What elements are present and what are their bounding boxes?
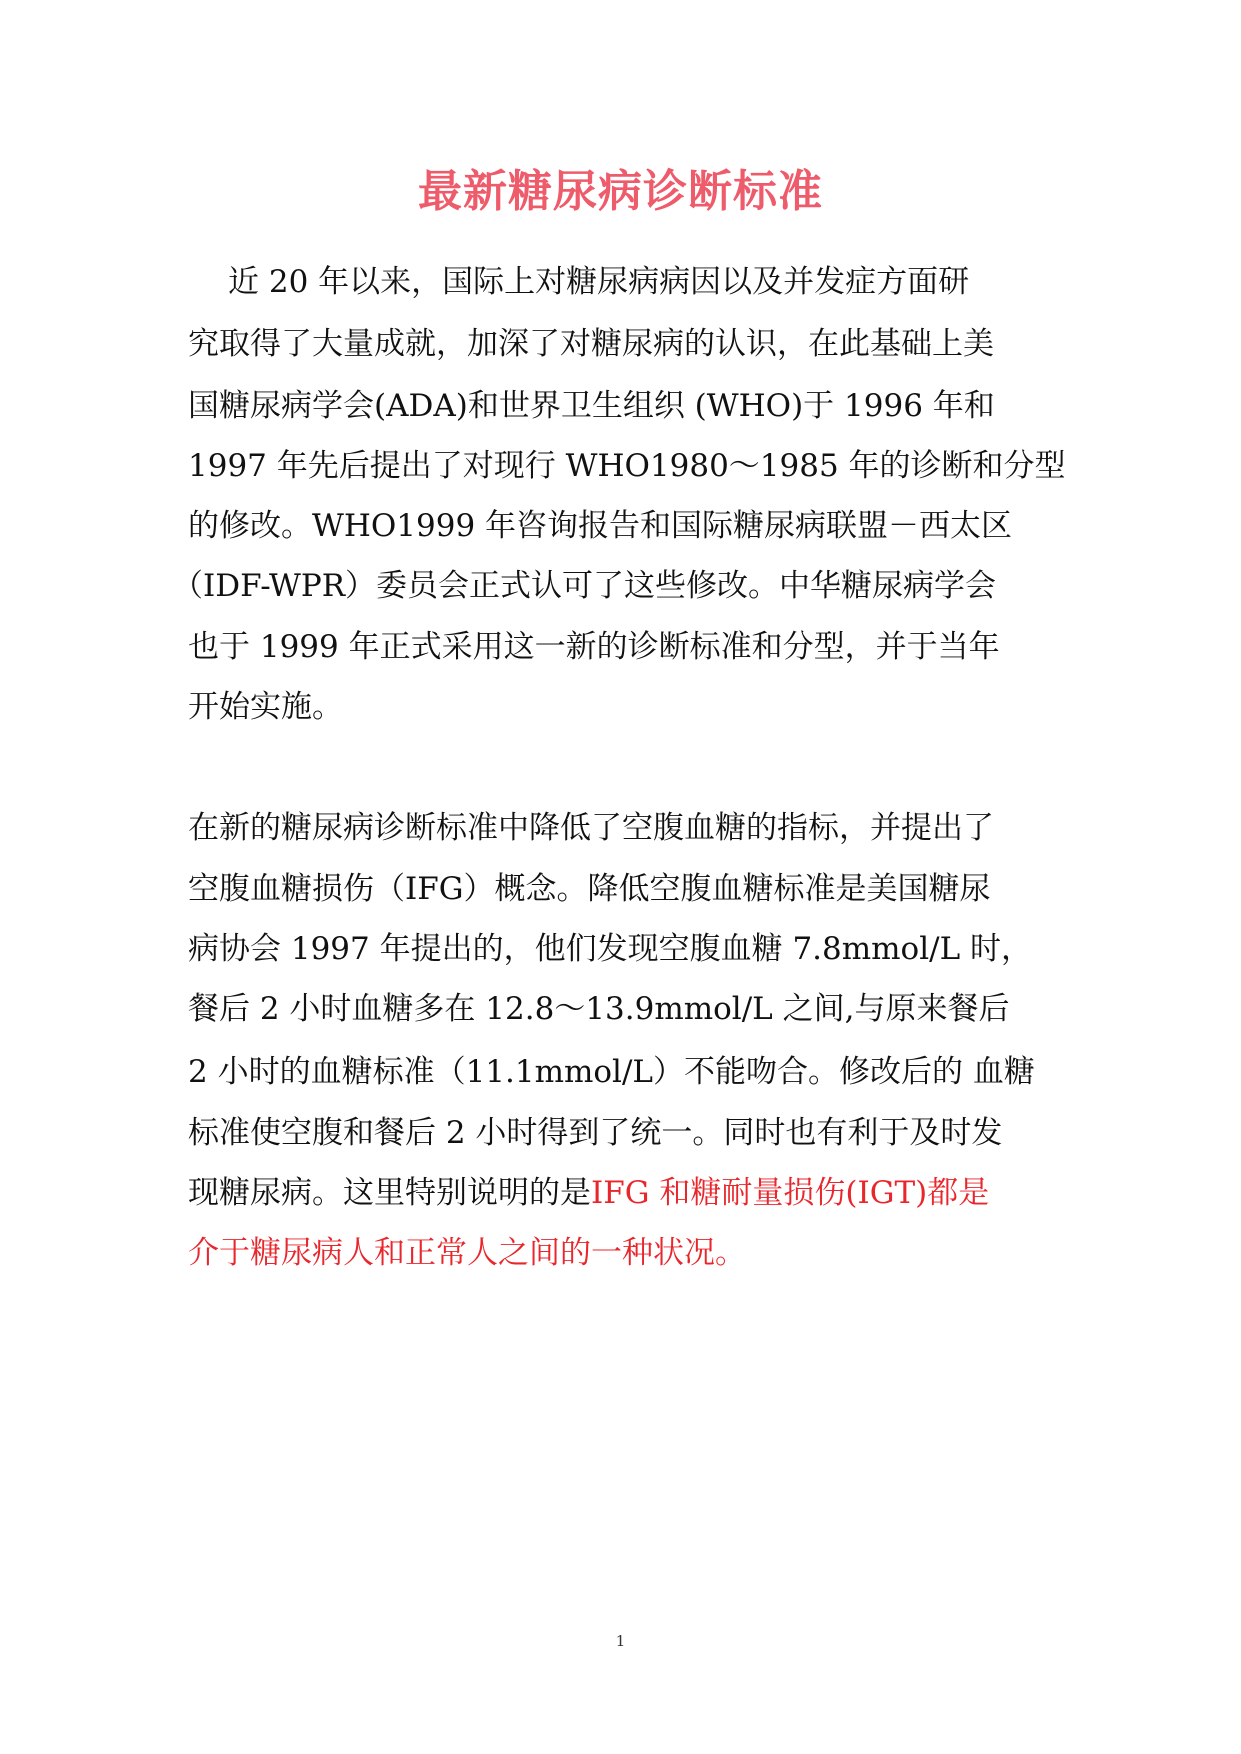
paragraph-1-line-4: 1997 年先后提出了对现行 WHO1980～1985 年的诊断和分型 <box>188 448 1066 484</box>
paragraph-1-line-1: 近 20 年以来，国际上对糖尿病病因以及并发症方面研 <box>228 264 970 300</box>
paragraph-2-line-7-text: 现糖尿病。这里特别说明的是 <box>188 1175 591 1211</box>
document-title: 最新糖尿病诊断标准 <box>418 166 823 217</box>
page-number: 1 <box>615 1632 626 1650</box>
paragraph-1-line-6: （IDF-WPR）委员会正式认可了这些修改。中华糖尿病学会 <box>172 568 997 604</box>
paragraph-1-line-7: 也于 1999 年正式采用这一新的诊断标准和分型，并于当年 <box>188 629 1000 665</box>
paragraph-2-line-2: 空腹血糖损伤（IFG）概念。降低空腹血糖标准是美国糖尿 <box>188 871 991 907</box>
paragraph-2-line-3: 病协会 1997 年提出的，他们发现空腹血糖 7.8mmol/L 时， <box>188 931 1033 967</box>
paragraph-2-line-1: 在新的糖尿病诊断标准中降低了空腹血糖的指标，并提出了 <box>188 810 994 846</box>
paragraph-2-line-4: 餐后 2 小时血糖多在 12.8～13.9mmol/L 之间,与原来餐后 <box>188 991 1010 1027</box>
paragraph-1-line-5: 的修改。WHO1999 年咨询报告和国际糖尿病联盟－西太区 <box>188 508 1013 544</box>
paragraph-2-line-5: 2 小时的血糖标准（11.1mmol/L）不能吻合。修改后的 血糖 <box>188 1054 1035 1090</box>
paragraph-1-line-8: 开始实施。 <box>188 689 343 725</box>
highlight-text-igt: IFG 和糖耐量损伤(IGT)都是 <box>591 1175 990 1211</box>
highlight-text-conclusion: 介于糖尿病人和正常人之间的一种状况。 <box>188 1235 746 1271</box>
paragraph-2-line-6: 标准使空腹和餐后 2 小时得到了统一。同时也有利于及时发 <box>188 1115 1003 1151</box>
paragraph-1-line-3: 国糖尿病学会(ADA)和世界卫生组织 (WHO)于 1996 年和 <box>188 388 995 424</box>
paragraph-1-line-2: 究取得了大量成就，加深了对糖尿病的认识，在此基础上美 <box>188 326 994 362</box>
paragraph-2-line-7 <box>188 1173 989 1213</box>
